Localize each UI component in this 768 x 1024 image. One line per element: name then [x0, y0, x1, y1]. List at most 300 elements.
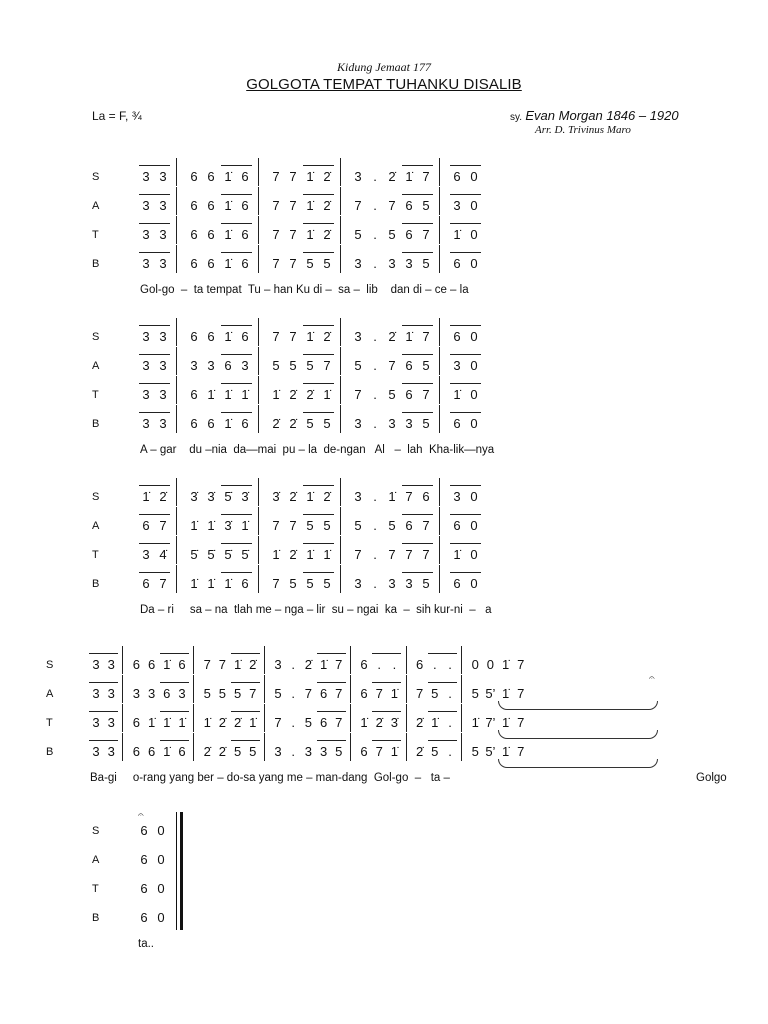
note: 3: [142, 169, 150, 184]
note: 3: [107, 686, 115, 701]
barline: [258, 405, 259, 433]
note: 2̇: [289, 416, 297, 431]
barline: [439, 347, 440, 375]
note: 1̇: [306, 329, 314, 344]
note: 5: [274, 686, 282, 701]
note: 3: [388, 416, 396, 431]
beam: [450, 252, 481, 253]
part-label-t: T: [92, 883, 99, 895]
note: 6: [163, 686, 171, 701]
note: 3: [274, 657, 282, 672]
note: 6: [405, 227, 413, 242]
note: 6: [405, 358, 413, 373]
note: 3: [453, 358, 461, 373]
note: 1̇: [207, 576, 215, 591]
note: 7: [405, 489, 413, 504]
barline: [176, 187, 177, 215]
barline: [461, 733, 462, 761]
note: 7: [203, 657, 211, 672]
barline: [439, 158, 440, 186]
part-label-a: A: [92, 520, 100, 532]
part-label-b: B: [92, 912, 100, 924]
note: 1̇: [178, 715, 186, 730]
note: 5: [323, 518, 331, 533]
beam: [450, 325, 481, 326]
note: 1̇: [319, 657, 328, 672]
barline: [340, 347, 341, 375]
beam: [372, 682, 401, 683]
beam: [402, 412, 433, 413]
note: 3: [354, 169, 362, 184]
note: 3: [190, 358, 198, 373]
beam: [402, 252, 433, 253]
lyrics-line: A – gar du –nia da—mai pu – la de-ngan Al – lah Kha-lik—nya: [140, 444, 495, 456]
note: 3: [147, 686, 156, 701]
note: 7: [517, 657, 525, 672]
beam: [89, 740, 118, 741]
part-label-b: B: [92, 578, 100, 590]
note: 2̇: [289, 547, 297, 562]
note: 3: [142, 256, 150, 271]
note: 2̇: [306, 387, 314, 402]
note: 5: [203, 686, 211, 701]
note: 2̇: [203, 744, 211, 759]
note: 6: [140, 881, 148, 896]
note: 3: [142, 547, 150, 562]
note: 5: [272, 358, 280, 373]
beam: [317, 711, 346, 712]
note: 1̇: [224, 387, 232, 402]
note: .: [448, 657, 452, 672]
note: 1̇: [147, 715, 156, 730]
note: 2̇: [289, 489, 297, 504]
note: 6: [241, 576, 249, 591]
note: 1̇: [431, 715, 439, 730]
beam: [303, 514, 334, 515]
note: 6: [190, 169, 198, 184]
note: 6: [142, 518, 150, 533]
beam: [450, 572, 481, 573]
note: 3: [453, 489, 461, 504]
note: 6: [453, 169, 461, 184]
note: 7: [249, 686, 257, 701]
note: 1̇: [501, 657, 510, 672]
note: 3: [142, 329, 150, 344]
note: 3: [388, 256, 396, 271]
note: 3̇: [272, 489, 280, 504]
barline: [461, 675, 462, 703]
note: 5’: [485, 744, 496, 759]
note: 6: [319, 686, 328, 701]
part-label-b: B: [92, 418, 100, 430]
barline: [176, 478, 177, 506]
lyrics-line: Ba-gi o-rang yang ber – do-sa yang me – man-dang Gol-go – ta –: [90, 772, 450, 784]
beam: [303, 572, 334, 573]
barline: [439, 376, 440, 404]
note: 3: [142, 358, 150, 373]
note: 5̇: [224, 547, 232, 562]
note: 1̇: [272, 547, 280, 562]
barline: [176, 216, 177, 244]
note: 3̇: [207, 489, 215, 504]
lyrics-line-end: Golgo: [696, 772, 727, 784]
note: 1̇: [233, 657, 242, 672]
beam: [231, 653, 260, 654]
barline: [176, 158, 177, 186]
beam: [139, 194, 170, 195]
barline: [122, 733, 123, 761]
note: 1̇: [224, 576, 232, 591]
beam: [89, 711, 118, 712]
note: 2̇: [272, 416, 280, 431]
barline: [439, 536, 440, 564]
note: 6: [224, 358, 232, 373]
note: 7: [335, 686, 343, 701]
note: 1̇: [241, 518, 249, 533]
note: 3: [159, 198, 167, 213]
barline: [264, 704, 265, 732]
note: 3: [354, 256, 362, 271]
note: 5: [422, 358, 430, 373]
note: 2̇: [323, 169, 331, 184]
note: 1̇: [388, 489, 396, 504]
note: .: [373, 518, 377, 533]
part-label-t: T: [46, 717, 53, 729]
note: 6: [207, 329, 215, 344]
note: 2̇: [289, 387, 297, 402]
note: 5: [233, 744, 242, 759]
note: .: [373, 387, 377, 402]
barline: [439, 245, 440, 273]
note: 1̇: [203, 715, 211, 730]
note: .: [377, 657, 381, 672]
note: 6: [178, 744, 186, 759]
note: 0: [470, 489, 478, 504]
beam: [139, 223, 170, 224]
note: 5: [471, 686, 479, 701]
note: 5: [323, 256, 331, 271]
note: 6: [190, 227, 198, 242]
beam: [303, 543, 334, 544]
note: 5: [218, 686, 226, 701]
beam: [317, 653, 346, 654]
note: .: [448, 744, 452, 759]
note: 3: [159, 329, 167, 344]
note: 1̇: [360, 715, 368, 730]
beam: [139, 572, 170, 573]
beam: [450, 165, 481, 166]
note: 1̇: [190, 576, 198, 591]
song-number: Kidung Jemaat 177: [337, 60, 431, 74]
note: 6: [190, 387, 198, 402]
note: 1̇: [190, 518, 198, 533]
beam: [139, 165, 170, 166]
note: 2̇: [415, 715, 424, 730]
note: 6: [241, 256, 249, 271]
note: 7: [289, 256, 297, 271]
note: 6: [207, 198, 215, 213]
note: 7: [272, 256, 280, 271]
note: .: [291, 657, 295, 672]
barline: [193, 646, 194, 674]
note: 6: [140, 910, 148, 925]
beam: [402, 383, 433, 384]
note: 7: [272, 518, 280, 533]
note: .: [291, 744, 295, 759]
note: 3: [178, 686, 186, 701]
note: 2̇: [375, 715, 383, 730]
note: 5: [388, 518, 396, 533]
note: 2̇: [415, 744, 424, 759]
note: 3: [304, 744, 312, 759]
barline: [264, 675, 265, 703]
note: 7: [272, 227, 280, 242]
note: 6: [147, 657, 156, 672]
note: .: [373, 198, 377, 213]
part-label-b: B: [92, 258, 100, 270]
note: 3: [92, 715, 100, 730]
note: 0: [470, 416, 478, 431]
beam: [402, 485, 433, 486]
note: 6: [360, 744, 368, 759]
note: 7’: [485, 715, 496, 730]
note: 3: [107, 715, 115, 730]
barline: [176, 376, 177, 404]
note: 0: [470, 547, 478, 562]
note: 2̇: [388, 329, 396, 344]
barline: [176, 565, 177, 593]
beam: [402, 325, 433, 326]
note: 3̇: [390, 715, 398, 730]
part-label-a: A: [92, 200, 100, 212]
note: 5̇: [224, 489, 232, 504]
note: 1̇: [323, 547, 331, 562]
beam: [160, 653, 189, 654]
note: 5: [388, 387, 396, 402]
barline: [439, 507, 440, 535]
note: 7: [405, 547, 413, 562]
note: 6: [241, 227, 249, 242]
part-label-b: B: [46, 746, 54, 758]
note: 5: [306, 518, 314, 533]
beam: [450, 514, 481, 515]
lyrics-line: Da – ri sa – na tlah me – nga – lir su – ngai ka – sih kur-ni – a: [140, 604, 492, 616]
note: 5: [249, 744, 257, 759]
note: 1̇: [224, 329, 232, 344]
note: 1̇: [390, 686, 398, 701]
beam: [221, 572, 252, 573]
note: 5: [422, 416, 430, 431]
barline: [193, 704, 194, 732]
note: 2̇: [323, 227, 331, 242]
barline: [258, 158, 259, 186]
note: 1̇: [306, 169, 314, 184]
tie-slur: [498, 759, 658, 768]
barline: [176, 347, 177, 375]
beam: [221, 543, 252, 544]
note: 1̇: [471, 715, 479, 730]
barline: [350, 675, 351, 703]
barline: [340, 478, 341, 506]
note: 7: [415, 686, 424, 701]
note: 7: [354, 387, 362, 402]
note: 6: [147, 744, 156, 759]
beam: [402, 165, 433, 166]
note: 7: [323, 358, 331, 373]
beam: [160, 711, 189, 712]
lyrics-line: ta..: [138, 938, 154, 950]
note: 7: [272, 576, 280, 591]
barline: [340, 318, 341, 346]
barline: [439, 565, 440, 593]
note: 5̇: [241, 547, 249, 562]
beam: [89, 682, 118, 683]
barline: [176, 245, 177, 273]
beam: [303, 383, 334, 384]
barline: [406, 646, 407, 674]
note: .: [291, 715, 295, 730]
beam: [317, 740, 346, 741]
note: .: [373, 416, 377, 431]
note: 0: [470, 256, 478, 271]
barline: [264, 646, 265, 674]
beam: [450, 383, 481, 384]
beam: [139, 485, 170, 486]
note: 7: [289, 198, 297, 213]
note: 5: [289, 358, 297, 373]
beam: [428, 711, 457, 712]
note: 6: [405, 387, 413, 402]
note: 1̇: [272, 387, 280, 402]
beam: [221, 165, 252, 166]
part-label-s: S: [92, 331, 100, 343]
barline: [350, 733, 351, 761]
beam: [139, 514, 170, 515]
note: 7: [289, 329, 297, 344]
note: 1̇: [224, 256, 232, 271]
beam: [303, 223, 334, 224]
barline: [439, 478, 440, 506]
beam: [160, 740, 189, 741]
note: 4̇: [159, 547, 167, 562]
note: 7: [159, 518, 167, 533]
note: 3: [159, 256, 167, 271]
note: 3̇: [241, 489, 249, 504]
note: .: [373, 169, 377, 184]
barline: [258, 536, 259, 564]
beam: [450, 412, 481, 413]
note: 5: [335, 744, 343, 759]
note: 1̇: [405, 169, 413, 184]
note: 6: [241, 329, 249, 344]
barline: [439, 216, 440, 244]
beam: [231, 711, 260, 712]
barline: [406, 704, 407, 732]
note: 7: [422, 387, 430, 402]
note: 5: [471, 744, 479, 759]
note: 6: [241, 198, 249, 213]
note: 7: [335, 657, 343, 672]
note: 6: [190, 198, 198, 213]
composer-credit: [510, 108, 679, 123]
beam: [402, 514, 433, 515]
beam: [139, 412, 170, 413]
note: 7: [388, 547, 396, 562]
barline: [439, 405, 440, 433]
note: 5̇: [190, 547, 198, 562]
note: 1̇: [249, 715, 257, 730]
beam: [231, 740, 260, 741]
note: 1̇: [142, 489, 150, 504]
barline: [264, 733, 265, 761]
note: .: [448, 715, 452, 730]
note: 7: [388, 358, 396, 373]
note: 3: [274, 744, 282, 759]
beam: [428, 740, 457, 741]
note: 3: [142, 416, 150, 431]
note: 3: [142, 227, 150, 242]
note: 3: [405, 416, 413, 431]
note: 6: [453, 518, 461, 533]
note: 5: [323, 416, 331, 431]
beam: [372, 653, 401, 654]
composer-name: Evan Morgan 1846 – 1920: [525, 108, 679, 123]
note: 6: [453, 416, 461, 431]
note: 7: [159, 576, 167, 591]
barline: [258, 347, 259, 375]
beam: [231, 682, 260, 683]
note: .: [373, 227, 377, 242]
note: 7: [274, 715, 282, 730]
note: 3: [405, 256, 413, 271]
note: 5: [289, 576, 297, 591]
note: 5: [323, 576, 331, 591]
note: 1̇: [323, 387, 331, 402]
note: 7: [289, 518, 297, 533]
barline: [340, 187, 341, 215]
beam: [317, 682, 346, 683]
note: 7: [272, 169, 280, 184]
note: 6: [132, 657, 140, 672]
note: .: [373, 358, 377, 373]
note: 0: [470, 358, 478, 373]
note: 0: [157, 881, 165, 896]
note: 6: [360, 657, 368, 672]
note: 5: [388, 227, 396, 242]
note: 1̇: [306, 547, 314, 562]
note: 3: [92, 686, 100, 701]
note: 1̇: [453, 547, 461, 562]
note: 3: [92, 744, 100, 759]
beam: [303, 325, 334, 326]
beam: [372, 740, 401, 741]
barline: [176, 507, 177, 535]
beam: [221, 252, 252, 253]
note: 1̇: [306, 198, 314, 213]
part-label-t: T: [92, 389, 99, 401]
beam: [450, 354, 481, 355]
note: 6: [415, 657, 424, 672]
beam: [402, 223, 433, 224]
note: 1̇: [306, 227, 314, 242]
barline: [340, 376, 341, 404]
part-label-a: A: [46, 688, 54, 700]
barline: [258, 187, 259, 215]
note: 6: [207, 169, 215, 184]
beam: [221, 485, 252, 486]
note: 1̇: [241, 387, 249, 402]
note: 7: [335, 715, 343, 730]
